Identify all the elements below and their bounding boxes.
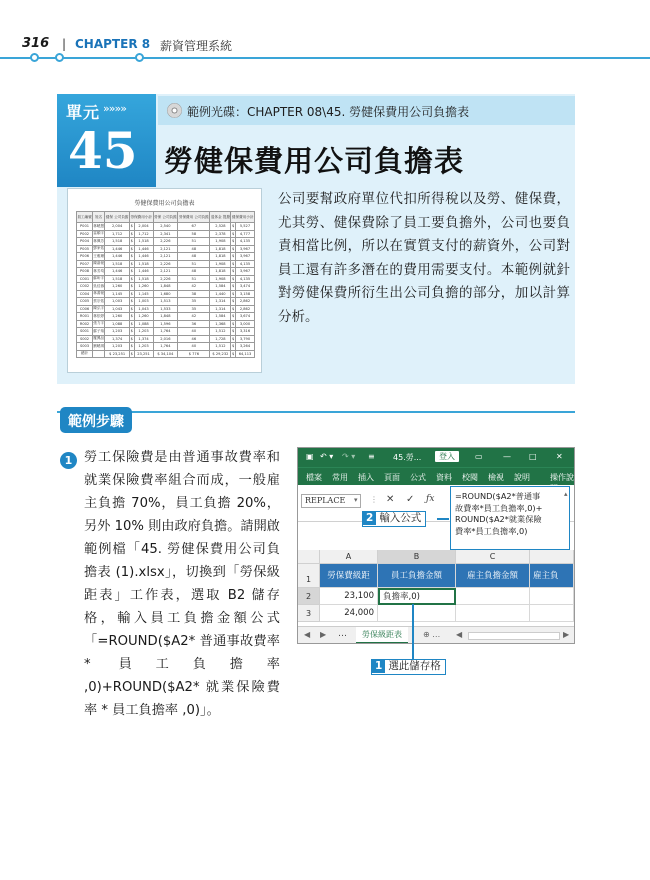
thumbnail-cell: $ xyxy=(232,231,235,236)
thumbnail-cell: $ 23,251 xyxy=(105,350,130,358)
thumbnail-cell: 4,135 xyxy=(235,260,254,268)
redo-icon[interactable]: ↷ ▾ xyxy=(342,452,356,461)
chapter-label: CHAPTER 8 xyxy=(75,37,151,51)
thumbnail-cell: 46 xyxy=(178,335,210,343)
thumbnail-cell: P002 xyxy=(77,230,93,238)
thumbnail-cell: $ xyxy=(232,239,235,244)
qat-more-icon[interactable]: ≡ xyxy=(368,452,375,461)
steps-rule xyxy=(57,411,575,413)
thumbnail-cell: $ xyxy=(232,291,235,296)
thumbnail-cell: 1,680 xyxy=(153,290,178,298)
thumbnail-cell: 1,260 xyxy=(105,283,130,291)
thumbnail-cell: 1,518 xyxy=(134,275,153,283)
thumbnail-cell: 1,043 xyxy=(134,305,153,313)
thumbnail-cell: C001 xyxy=(77,275,93,283)
thumbnail-cell: 2,121 xyxy=(153,268,178,276)
thumbnail-cell: 蘇昕宇 xyxy=(93,275,105,283)
thumbnail-cell: S003 xyxy=(77,343,93,351)
thumbnail-cell: 51 xyxy=(178,238,210,246)
thumbnail-cell: 64,113 xyxy=(235,350,254,358)
thumbnail-header-cell: 勞保費用小計 xyxy=(130,212,154,223)
thumbnail-cell: 1,145 xyxy=(105,290,130,298)
callout-text: 選此儲存格 xyxy=(388,660,441,672)
thumbnail-cell: 1,764 xyxy=(153,328,178,336)
cd-icon xyxy=(167,103,182,118)
thumbnail-cell: 陳嘉豪 xyxy=(93,260,105,268)
thumbnail-cell: P008 xyxy=(77,268,93,276)
thumbnail-cell: P005 xyxy=(77,245,93,253)
thumbnail-cell: $ xyxy=(232,261,235,266)
thumbnail-cell: 1,314 xyxy=(210,305,231,313)
thumbnail-cell: 雷順宇 xyxy=(93,230,105,238)
thumbnail-cell: $ 29,232 xyxy=(210,350,231,358)
thumbnail-cell: 3,967 xyxy=(235,268,254,276)
cell-b2-selected[interactable]: 負擔率,0) xyxy=(378,588,456,605)
cell-c1[interactable]: 雇主負擔金額 xyxy=(456,564,530,588)
header-dot xyxy=(55,53,64,62)
enter-icon[interactable]: ✓ xyxy=(406,494,415,505)
callout-select-cell xyxy=(371,659,446,675)
scroll-left-icon[interactable]: ◀ xyxy=(456,630,463,639)
column-header-c[interactable]: C xyxy=(456,550,530,564)
thumbnail-cell: 總計 xyxy=(77,350,93,358)
thumbnail-cell: $ xyxy=(232,246,235,251)
thumbnail-cell: 1,518 xyxy=(105,275,130,283)
cell-b3[interactable] xyxy=(378,605,456,622)
thumbnail-cell: $ xyxy=(232,329,235,334)
thumbnail-cell: 1,043 xyxy=(105,305,130,313)
thumbnail-cell: 吳佳蓉 xyxy=(93,283,105,291)
thumbnail-cell: 2,004 xyxy=(105,223,130,231)
save-icon[interactable]: ▣ xyxy=(306,452,314,461)
thumbnail-cell xyxy=(93,350,105,358)
ribbon-tab[interactable]: 常用 xyxy=(332,473,348,482)
thumbnail-cell: 35 xyxy=(178,298,210,306)
thumbnail-cell: 1,596 xyxy=(153,320,178,328)
thumbnail-cell: 1,203 xyxy=(105,328,130,336)
thumbnail-cell: 23,251 xyxy=(134,350,153,358)
thumbnail-cell: C006 xyxy=(77,305,93,313)
thumbnail-cell: R002 xyxy=(77,320,93,328)
close-icon[interactable]: ✕ xyxy=(556,452,563,461)
horizontal-scrollbar[interactable] xyxy=(468,632,560,640)
thumbnail-cell: 1,584 xyxy=(210,313,231,321)
sheet-prev-icon[interactable]: ◀ xyxy=(304,630,311,639)
thumbnail-cell: 林芳均 xyxy=(93,268,105,276)
intro-paragraph: 公司要幫政府單位代扣所得稅以及勞、健保費，尤其勞、健保費除了員工要負擔外，公司也要負責相當比例，所以在實質支付的薪資外，公司對員工還有許多潛在的費用需要支付。本範例就針對勞健保費所衍生出公司負擔的部分，加以計算分析。 xyxy=(278,191,570,325)
thumbnail-cell: C005 xyxy=(77,298,93,306)
thumbnail-cell: 1,446 xyxy=(134,268,153,276)
thumbnail-cell: 1,764 xyxy=(153,343,178,351)
thumbnail-cell: 2,378 xyxy=(210,230,231,238)
thumbnail-cell: 2,121 xyxy=(153,245,178,253)
thumbnail-cell: 1,512 xyxy=(210,343,231,351)
thumbnail-cell: $ xyxy=(130,344,133,349)
ribbon-tabs xyxy=(298,467,574,485)
callout-number: 2 xyxy=(363,512,376,525)
thumbnail-cell: 1,518 xyxy=(105,260,130,268)
thumbnail-cell: 1,088 xyxy=(134,320,153,328)
thumbnail-cell: 1,728 xyxy=(210,335,231,343)
column-header-d[interactable] xyxy=(530,550,574,564)
thumbnail-cell: 51 xyxy=(178,275,210,283)
row-header-1[interactable]: 1 xyxy=(298,564,320,588)
thumbnail-cell: 2,862 xyxy=(235,298,254,306)
ribbon-tab[interactable]: 頁面 xyxy=(384,473,400,482)
ribbon-tab[interactable]: 插入 xyxy=(358,473,374,482)
thumbnail-cell: 1,145 xyxy=(134,290,153,298)
thumbnail-title: 勞健保費用公司負擔表 xyxy=(134,200,195,207)
thumbnail-cell: P007 xyxy=(77,260,93,268)
thumbnail-cell: 1,712 xyxy=(105,230,130,238)
thumbnail-cell: 2,226 xyxy=(153,275,178,283)
cell-c3[interactable] xyxy=(456,605,530,622)
thumbnail-cell: $ xyxy=(130,291,133,296)
thumbnail-cell: 林依婷 xyxy=(93,313,105,321)
thumbnail-cell: 1,908 xyxy=(210,238,231,246)
thumbnail-cell: 1,518 xyxy=(134,238,153,246)
thumbnail-cell: 2,121 xyxy=(153,253,178,261)
thumbnail-cell: 38 xyxy=(178,290,210,298)
thumbnail-cell: $ 776 xyxy=(178,350,210,358)
thumbnail-cell: 劉曉琪 xyxy=(93,343,105,351)
thumbnail-cell: 2,016 xyxy=(153,335,178,343)
header-rule xyxy=(0,57,650,59)
thumbnail-cell: $ 34,104 xyxy=(153,350,178,358)
thumbnail-cell: 5,527 xyxy=(235,223,254,231)
thumbnail-cell: $ xyxy=(130,314,133,319)
thumbnail-cell: 1,003 xyxy=(105,298,130,306)
thumbnail-cell: 張力宇 xyxy=(93,320,105,328)
thumbnail-cell: 1,446 xyxy=(105,245,130,253)
thumbnail-table xyxy=(76,211,255,358)
ribbon-display-icon[interactable]: ▭ xyxy=(475,452,483,461)
thumbnail-cell: 3,158 xyxy=(235,290,254,298)
thumbnail-cell: 2,341 xyxy=(153,230,178,238)
thumbnail-cell: 林曉慧 xyxy=(93,223,105,231)
thumbnail-cell: $ xyxy=(130,224,133,229)
thumbnail-cell: 2,540 xyxy=(153,223,178,231)
thumbnail-cell: P004 xyxy=(77,238,93,246)
thumbnail-cell: 3,967 xyxy=(235,245,254,253)
thumbnail-cell: 3,000 xyxy=(235,320,254,328)
thumbnail-cell: 1,446 xyxy=(105,268,130,276)
file-name: 45.勞... xyxy=(393,453,422,462)
formula-line: 故費率*員工負擔率,0)+ xyxy=(455,502,543,513)
thumbnail-cell: 1,374 xyxy=(134,335,153,343)
sheet-more-icon[interactable]: … xyxy=(338,629,347,639)
thumbnail-cell: $ xyxy=(130,276,133,281)
unit-label: 單元 xyxy=(66,103,101,122)
thumbnail-cell: $ xyxy=(232,254,235,259)
callout-connector xyxy=(412,604,414,659)
cell-d3[interactable] xyxy=(530,605,574,622)
thumbnail-cell: C002 xyxy=(77,283,93,291)
thumbnail-cell: 58 xyxy=(178,230,210,238)
thumbnail-header-cell: 勞保費用 公司負擔 xyxy=(178,212,210,223)
thumbnail-cell: $ xyxy=(130,284,133,289)
thumbnail-cell: $ xyxy=(232,299,235,304)
sheet-tab-active[interactable]: 勞保級距表 xyxy=(356,627,408,644)
ribbon-tab[interactable]: 檔案 xyxy=(306,473,322,482)
page-number: 316 xyxy=(22,36,50,51)
thumbnail-cell: $ xyxy=(232,336,235,341)
thumbnail-cell: 1,446 xyxy=(105,253,130,261)
thumbnail-cell: 51 xyxy=(178,260,210,268)
thumbnail-cell: 林佩芳 xyxy=(93,238,105,246)
undo-icon[interactable]: ↶ ▾ xyxy=(320,452,334,461)
thumbnail-cell: 蘇子瑄 xyxy=(93,328,105,336)
sheet-tab-bar xyxy=(298,626,574,644)
thumbnail-cell: 3,967 xyxy=(235,253,254,261)
thumbnail-cell: 4,135 xyxy=(235,275,254,283)
header-separator: | xyxy=(62,37,67,51)
name-box-dropdown-icon[interactable]: ▾ xyxy=(354,496,358,504)
steps-label: 範例步驟 xyxy=(68,414,124,430)
thumbnail-cell: S001 xyxy=(77,328,93,336)
select-all-corner[interactable] xyxy=(298,550,320,564)
cell-a1[interactable]: 勞保費級距 xyxy=(320,564,378,588)
thumbnail-cell: 1,818 xyxy=(210,245,231,253)
step-1-text: 勞工保險費是由普通事故費率和就業保險費率組合而成，一般雇主負擔 70%，員工負擔 20%，另外 10% 則由政府負擔。請開啟範例檔「45. 勞健保費用公司負擔表 (1).xlsx」，切換到「勞保級距表」工作表，選取 B2 儲存格，輸入員工負擔金額公式「=ROUND($A2* 普通事故費率 * 員工負擔率 ,0)+ROUND($A2* 就業保險費率 * 員工負擔率 ,0)」。 xyxy=(84,450,280,718)
cell-b1[interactable]: 員工負擔金額 xyxy=(378,564,456,588)
thumbnail-cell: 2,226 xyxy=(153,260,178,268)
thumbnail-cell: $ xyxy=(130,246,133,251)
thumbnail-header-cell: 健保 公司負擔 xyxy=(105,212,130,223)
thumbnail-cell: 3,790 xyxy=(235,335,254,343)
header-dot xyxy=(135,53,144,62)
row-header-2[interactable]: 2 xyxy=(298,588,320,605)
thumbnail-cell: $ xyxy=(232,351,235,356)
step-number-badge: 1 xyxy=(60,452,77,469)
thumbnail-cell: 1,203 xyxy=(105,343,130,351)
thumbnail-cell: 1,818 xyxy=(210,253,231,261)
sheet-more-right-icon[interactable]: ⊕ … xyxy=(423,630,441,639)
thumbnail-cell: $ xyxy=(232,321,235,326)
thumbnail-cell: R001 xyxy=(77,313,93,321)
ribbon-tab[interactable]: 資料 xyxy=(436,473,452,482)
thumbnail-cell: $ xyxy=(130,239,133,244)
thumbnail-header-cell: 健保費用小計 xyxy=(231,212,255,223)
thumbnail-cell: 1,584 xyxy=(210,283,231,291)
thumbnail-cell: $ xyxy=(130,231,133,236)
thumbnail-cell: 3,674 xyxy=(235,313,254,321)
thumbnail-cell: $ xyxy=(130,299,133,304)
thumbnail-cell: 1,818 xyxy=(210,268,231,276)
thumbnail-cell: 陳弘宇 xyxy=(93,305,105,313)
thumbnail-header-cell: 勞保 公司負擔 xyxy=(153,212,178,223)
thumbnail-cell: $ xyxy=(130,269,133,274)
thumbnail-cell: $ xyxy=(130,329,133,334)
ribbon-tab[interactable]: 檢視 xyxy=(488,473,504,482)
thumbnail-cell: 1,260 xyxy=(105,313,130,321)
thumbnail-cell: 1,440 xyxy=(210,290,231,298)
cell-d1[interactable]: 雇主負 xyxy=(530,564,574,588)
thumbnail-cell: 35 xyxy=(178,305,210,313)
ribbon-tab[interactable]: 公式 xyxy=(410,473,426,482)
insert-function-icon[interactable]: ƒx xyxy=(426,494,435,504)
thumbnail-cell: $ xyxy=(232,306,235,311)
thumbnail-cell: 1,088 xyxy=(105,320,130,328)
thumbnail-cell: 40 xyxy=(178,328,210,336)
unit-number: 45 xyxy=(68,121,138,180)
thumbnail-cell: 1,712 xyxy=(134,230,153,238)
thumbnail-cell: $ xyxy=(130,261,133,266)
thumbnail-cell: $ xyxy=(130,254,133,259)
thumbnail-cell: 林書豪 xyxy=(93,290,105,298)
formula-content[interactable] xyxy=(450,486,570,550)
thumbnail-cell: 1,374 xyxy=(105,335,130,343)
formula-line: ROUND($A2*就業保險 xyxy=(455,514,542,524)
thumbnail-cell: 1,003 xyxy=(134,298,153,306)
row-header-3[interactable]: 3 xyxy=(298,605,320,622)
cell-a2[interactable]: 23,100 xyxy=(320,588,378,605)
thumbnail-cell: 1,314 xyxy=(210,298,231,306)
thumbnail-cell: S002 xyxy=(77,335,93,343)
thumbnail-cell: 1,260 xyxy=(134,313,153,321)
thumbnail-cell: 3,316 xyxy=(235,328,254,336)
scroll-right-icon[interactable]: ▶ xyxy=(563,630,570,639)
login-button[interactable]: 登入 xyxy=(435,451,459,462)
thumbnail-cell: 1,908 xyxy=(210,275,231,283)
thumbnail-cell: P001 xyxy=(77,223,93,231)
thumbnail-cell: 鄧家佑 xyxy=(93,245,105,253)
formula-bar-dots-icon: ⋮ xyxy=(370,495,378,504)
restore-icon[interactable]: □ xyxy=(529,452,537,461)
thumbnail-cell: 1,512 xyxy=(210,328,231,336)
thumbnail-cell: 4,777 xyxy=(235,230,254,238)
thumbnail-cell: 蔡宗佑 xyxy=(93,298,105,306)
thumbnail-cell: 1,848 xyxy=(153,313,178,321)
thumbnail-cell: 36 xyxy=(178,320,210,328)
cancel-icon[interactable]: ✕ xyxy=(386,494,395,505)
thumbnail-cell: 1,260 xyxy=(134,283,153,291)
thumbnail-cell: 2,226 xyxy=(153,238,178,246)
thumbnail-cell: 1,518 xyxy=(134,260,153,268)
thumbnail-cell: 1,908 xyxy=(210,260,231,268)
thumbnail-cell: 1,513 xyxy=(153,298,178,306)
thumbnail-cell: 3,474 xyxy=(235,283,254,291)
thumbnail-cell: 42 xyxy=(178,313,210,321)
thumbnail-cell: $ xyxy=(232,284,235,289)
thumbnail-cell: 1,518 xyxy=(105,238,130,246)
cell-c2[interactable] xyxy=(456,588,530,605)
excel-title-bar xyxy=(298,448,574,467)
formula-line: =ROUND($A2*普通事 xyxy=(455,491,541,501)
callout-connector xyxy=(437,518,449,520)
cell-a3[interactable]: 24,000 xyxy=(320,605,378,622)
thumbnail-cell: 42 xyxy=(178,283,210,291)
thumbnail-cell: $ xyxy=(232,314,235,319)
thumbnail-cell: 67 xyxy=(178,223,210,231)
ribbon-tab[interactable]: 校閱 xyxy=(462,473,478,482)
thumbnail-cell: $ xyxy=(130,351,133,356)
thumbnail-cell: 1,533 xyxy=(153,305,178,313)
formula-line: 費率*員工負擔率,0) xyxy=(455,525,528,536)
thumbnail-cell: 2,528 xyxy=(210,223,231,231)
thumbnail-header-cell: 員工編號 xyxy=(77,212,93,223)
header-dot xyxy=(30,53,39,62)
thumbnail-cell: $ xyxy=(232,269,235,274)
cd-path: 範例光碟：CHAPTER 08\45. 勞健保費用公司負擔表 xyxy=(187,105,470,119)
thumbnail-cell: $ xyxy=(130,336,133,341)
unit-title: 勞健保費用公司負擔表 xyxy=(164,144,465,178)
ribbon-tab[interactable]: 操作說 xyxy=(550,473,574,482)
thumbnail-cell: $ xyxy=(130,306,133,311)
thumbnail-cell: 1,446 xyxy=(134,253,153,261)
thumbnail-cell: $ xyxy=(130,321,133,326)
thumbnail-cell: 1,446 xyxy=(134,245,153,253)
result-thumbnail xyxy=(67,188,262,373)
thumbnail-cell: 羅興品 xyxy=(93,335,105,343)
thumbnail-cell: $ xyxy=(232,276,235,281)
thumbnail-cell: 1,203 xyxy=(134,343,153,351)
ribbon-tab[interactable]: 說明 xyxy=(514,473,530,482)
column-header-b[interactable]: B xyxy=(378,550,456,564)
unit-arrows-icon: »»»» xyxy=(103,102,126,115)
thumbnail-cell: 1,203 xyxy=(134,328,153,336)
column-header-a[interactable]: A xyxy=(320,550,378,564)
thumbnail-cell: P006 xyxy=(77,253,93,261)
minimize-icon[interactable]: — xyxy=(503,452,511,461)
thumbnail-cell: 1,848 xyxy=(153,283,178,291)
callout-text: 輸入公式 xyxy=(379,512,422,524)
chapter-title: 薪資管理系統 xyxy=(160,39,233,53)
thumbnail-cell: 王雅珊 xyxy=(93,253,105,261)
thumbnail-cell: 48 xyxy=(178,245,210,253)
thumbnail-header-cell: 姓名 xyxy=(93,212,105,223)
thumbnail-cell: $ xyxy=(232,224,235,229)
sheet-next-icon[interactable]: ▶ xyxy=(320,630,327,639)
thumbnail-cell: C004 xyxy=(77,290,93,298)
thumbnail-cell: 2,862 xyxy=(235,305,254,313)
thumbnail-cell: 48 xyxy=(178,253,210,261)
thumbnail-cell: 48 xyxy=(178,268,210,276)
thumbnail-cell: 1,368 xyxy=(210,320,231,328)
cell-d2[interactable] xyxy=(530,588,574,605)
callout-number: 1 xyxy=(372,660,385,673)
name-box[interactable]: REPLACE xyxy=(301,494,361,508)
thumbnail-cell: $ xyxy=(232,344,235,349)
callout-enter-formula xyxy=(362,511,426,527)
excel-screenshot xyxy=(297,447,575,644)
thumbnail-cell: 40 xyxy=(178,343,210,351)
thumbnail-header-cell: 退休金 提撥 xyxy=(210,212,231,223)
thumbnail-cell: 3,264 xyxy=(235,343,254,351)
thumbnail-cell: 2,004 xyxy=(134,223,153,231)
thumbnail-cell: 4,135 xyxy=(235,238,254,246)
formula-expand-icon[interactable]: ▴ xyxy=(564,490,568,498)
